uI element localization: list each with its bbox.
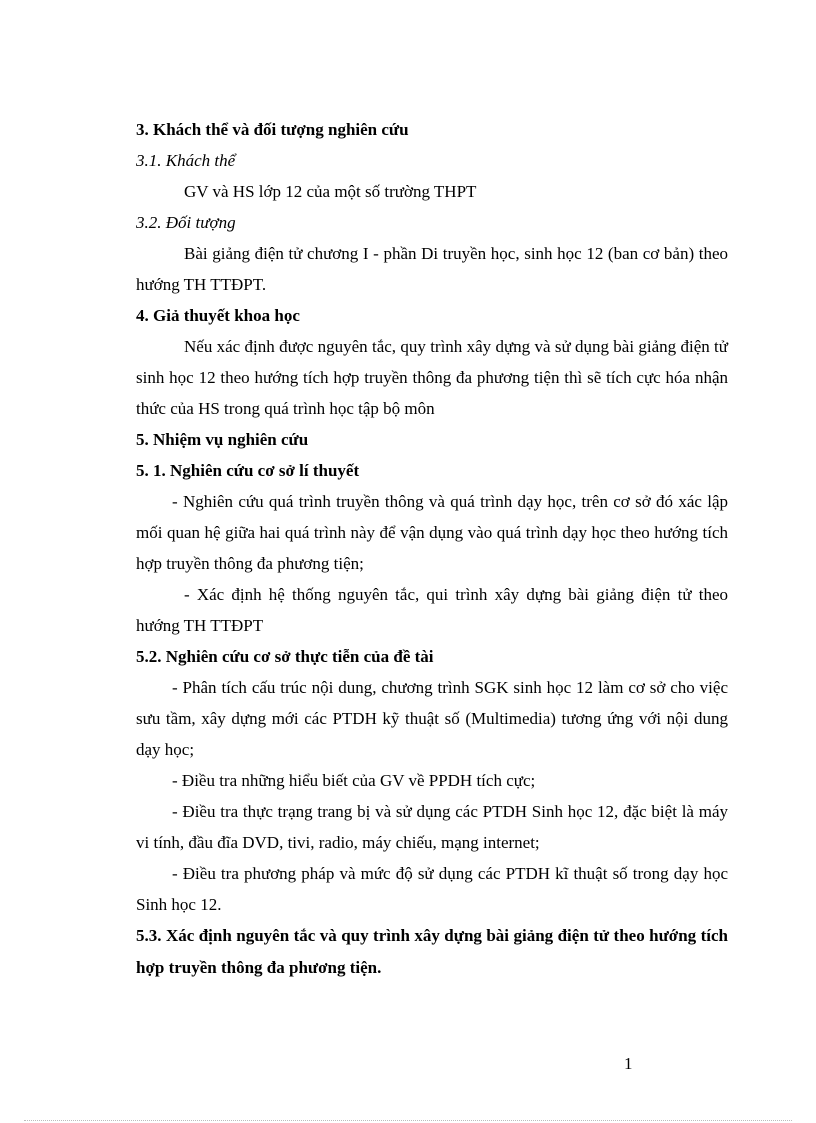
subheading-3-2: 3.2. Đối tượng bbox=[136, 213, 236, 232]
paragraph-3-1: GV và HS lớp 12 của một số trường THPT bbox=[184, 182, 477, 201]
heading-3: 3. Khách thể và đối tượng nghiên cứu bbox=[136, 120, 409, 139]
paragraph-4: Nếu xác định được nguyên tắc, quy trình xây dựng và sử dụng bài giảng điện tử sinh học 12 theo hướng tích hợp truyền thông đa phương tiện thì sẽ tích cực hóa nhận thức của HS trong quá trình học tập bộ môn bbox=[136, 337, 728, 418]
bullet-5-1-a: - Nghiên cứu quá trình truyền thông và quá trình dạy học, trên cơ sở đó xác lập mối quan hệ giữa hai quá trình này để vận dụng vào quá trình dạy học theo hướng tích hợp truyền thông đa phương tiện; bbox=[136, 492, 728, 573]
heading-5-1: 5. 1. Nghiên cứu cơ sở lí thuyết bbox=[136, 461, 360, 480]
page-bottom-divider bbox=[24, 1120, 792, 1121]
heading-5-2: 5.2. Nghiên cứu cơ sở thực tiễn của đề tài bbox=[136, 647, 434, 666]
bullet-5-2-a: - Phân tích cấu trúc nội dung, chương trình SGK sinh học 12 làm cơ sở cho việc sưu tầm, xây dựng mới các PTDH kỹ thuật số (Multimedia) tương ứng với nội dung dạy học; bbox=[136, 678, 728, 759]
document-body bbox=[136, 114, 728, 984]
bullet-5-2-b: - Điều tra những hiểu biết của GV về PPDH tích cực; bbox=[172, 771, 536, 790]
bullet-5-1-b: - Xác định hệ thống nguyên tắc, qui trình xây dựng bài giảng điện tử theo hướng TH TTĐPT bbox=[136, 585, 728, 635]
bullet-5-2-c: - Điều tra thực trạng trang bị và sử dụng các PTDH Sinh học 12, đặc biệt là máy vi tính, đầu đĩa DVD, tivi, radio, máy chiếu, mạng internet; bbox=[136, 802, 728, 852]
paragraph-3-2: Bài giảng điện tử chương I - phần Di truyền học, sinh học 12 (ban cơ bản) theo hướng TH TTĐPT. bbox=[136, 244, 728, 294]
heading-5: 5. Nhiệm vụ nghiên cứu bbox=[136, 430, 309, 449]
page-number: 1 bbox=[624, 1054, 633, 1073]
subheading-3-1: 3.1. Khách thể bbox=[136, 151, 236, 170]
heading-4: 4. Giả thuyết khoa học bbox=[136, 306, 300, 325]
heading-5-3: 5.3. Xác định nguyên tắc và quy trình xây dựng bài giảng điện tử theo hướng tích hợp truyền thông đa phương tiện. bbox=[136, 926, 728, 977]
bullet-5-2-d: - Điều tra phương pháp và mức độ sử dụng các PTDH kĩ thuật số trong dạy học Sinh học 12. bbox=[136, 864, 728, 914]
